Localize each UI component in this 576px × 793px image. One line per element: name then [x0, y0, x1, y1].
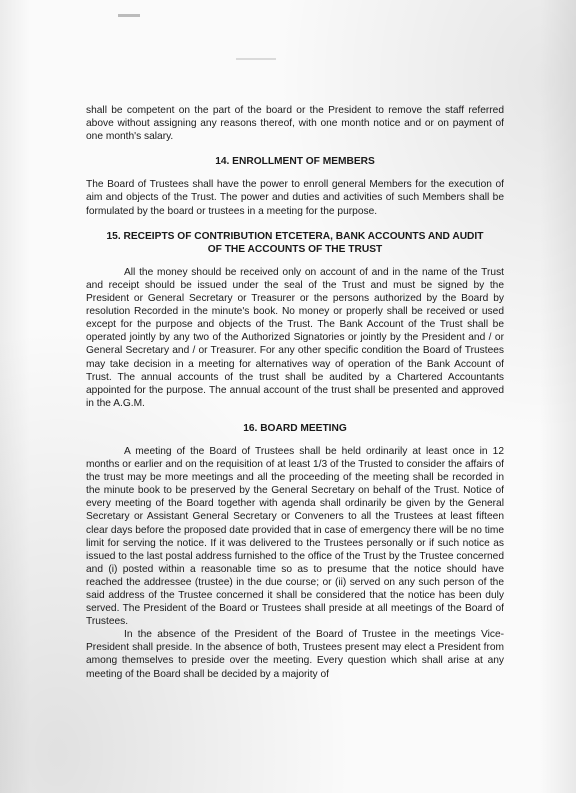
scan-artifact-smudge	[236, 58, 276, 60]
document-body	[86, 104, 504, 681]
scan-artifact-top	[118, 14, 140, 17]
section-15-heading: 15. RECEIPTS OF CONTRIBUTION ETCETERA, BANK ACCOUNTS AND AUDIT OF THE ACCOUNTS OF THE TRUST	[106, 230, 484, 255]
intro-paragraph: shall be competent on the part of the board or the President to remove the staff referred above without assigning any reasons thereof, with one month notice and or on payment of one month's salary.	[86, 105, 504, 143]
section-14-paragraph: The Board of Trustees shall have the power to enroll general Members for the execution of aim and objects of the Trust. The power and duties and activities of such Members shall be formulated by the board or trustees in a meeting for the purpose.	[86, 179, 504, 217]
section-16-paragraph-2: In the absence of the President of the Board of Trustee in the meetings Vice-President shall preside. In the absence of both, Trustees present may elect a President from among themselves to preside over the meeting. Every question which shall arise at any meeting of the Board shall be decided by a majority of	[86, 629, 504, 680]
section-16-heading: 16. BOARD MEETING	[243, 422, 347, 434]
section-15-paragraph: All the money should be received only on account of and in the name of the Trust and receipt should be issued under the seal of the Trust and must be signed by the President or General Secretary or Treasurer or the persons authorized by the Board by resolution Recorded in the minute's book. No money or properly shall be received or used except for the purpose and objects of the Trust. The Bank Account of the Trust shall be operated jointly by any two of the Authorized Signatories or jointly by the President and / or General Secretary and / or Treasurer. For any other specific condition the Board of Trustees may take decision in a meeting for alternatives way of operation of the Bank Account of Trust. The annual accounts of the trust shall be audited by a Chartered Accountants appointed for the purpose. The annual account of the trust shall be presented and approved in the A.G.M.	[86, 266, 504, 409]
section-14-heading: 14. ENROLLMENT OF MEMBERS	[215, 156, 375, 168]
section-16-paragraph-1: A meeting of the Board of Trustees shall be held ordinarily at least once in 12 months or earlier and on the requisition of at least 1/3 of the Trusted to consider the affairs of the trust may be more meetings and all the proceeding of the meeting shall be recorded in the minute book to be preserved by the General Secretary on behalf of the Trust. Notice of every meeting of the Board together with agenda shall ordinarily be given by the General Secretary or Assistant General Secretary or Conveners to all the Trustees at least fifteen clear days before the proposed date provided that in case of emergency there will be no time limit for serving the notice. If it was delivered to the Trustees personally or if such notice as issued to the last postal address furnished to the office of the Trust by the Trustee concerned and (i) posted within a reasonable time so as to presume that the notice should have reached the addressee (trustee) in the due course; or (ii) served on any such person of the said address of the Trustee concerned it shall be considered that the notice has been duly served. The President of the Board or Trustees shall preside at all meetings of the Board of Trustees.	[86, 445, 504, 628]
